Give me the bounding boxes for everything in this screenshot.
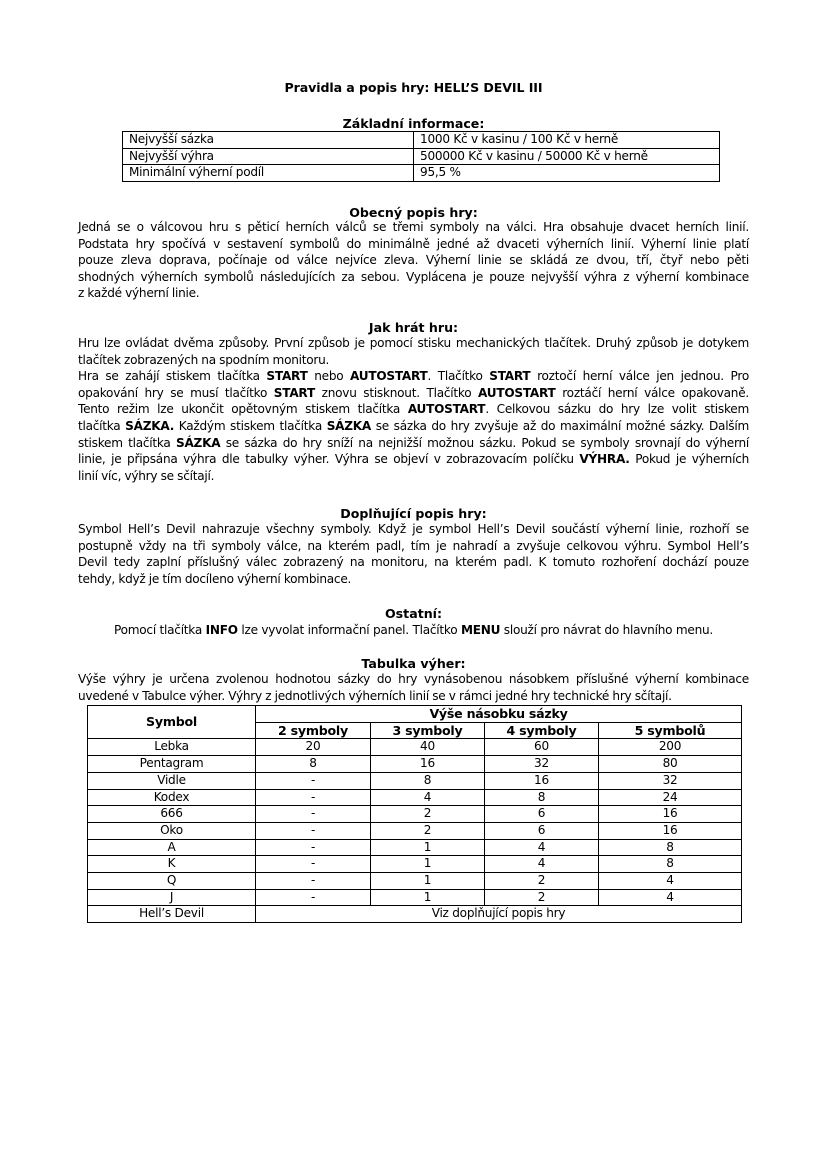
table-row: [123, 148, 720, 165]
symbol-cell: 666: [88, 806, 256, 823]
text: Pomocí tlačítka: [113, 623, 206, 637]
value-cell: 8: [256, 756, 371, 773]
text-line: pouze zleva doprava, počínaje od válce nejvíce zleva. Výherní linie se skládá ze dvou, tří, čtyř nebo pěti: [78, 253, 749, 268]
value-cell: -: [256, 856, 371, 873]
table-row: [88, 822, 742, 839]
text: Tento režim lze ukončit opětovným stiskem tlačítka: [78, 402, 408, 417]
text-line: [78, 451, 749, 468]
text-line: Podstata hry spočívá v sestavení symbolů do minimálně jedné až dvaceti výherních linií. Výherní linie platí: [78, 236, 749, 251]
supplementary-paragraph: [78, 521, 749, 587]
text-line: Jedná se o válcovou hru s pěticí herních válců se třemi symboly na válci. Hra obsahuje dvacet herních linií.: [78, 220, 749, 234]
table-row: [88, 873, 742, 890]
symbol-cell: Pentagram: [88, 756, 256, 773]
info-value: 95,5 %: [414, 165, 720, 182]
info-label: Nejvyšší sázka: [123, 132, 414, 149]
text-line: tehdy, když je tím docíleno výherní kombinace.: [78, 571, 352, 586]
value-cell: 60: [485, 739, 599, 756]
value-cell: -: [256, 772, 371, 789]
table-header-row: [88, 706, 742, 723]
general-heading: Obecný popis hry:: [349, 205, 478, 220]
keyword-autostart: AUTOSTART: [350, 369, 428, 384]
paytable-paragraph: [78, 671, 749, 704]
text-line: uvedené v Tabulce výher. Výhry z jednotlivých výherních linií se v rámci jedné hry technické hry sčítají.: [78, 688, 672, 703]
text-line: [78, 401, 749, 418]
value-cell: 8: [599, 839, 742, 856]
text-line: [78, 368, 749, 385]
keyword-autostart: AUTOSTART: [478, 385, 556, 400]
value-cell: -: [256, 789, 371, 806]
text-line: [78, 418, 749, 435]
text: Pokud je výherních: [629, 452, 750, 467]
table-row-wild: [88, 906, 742, 923]
value-cell: 2: [485, 873, 599, 890]
column-group-header: Výše násobku sázky: [256, 706, 742, 723]
basic-info-table: [122, 131, 720, 182]
wild-note-cell: Viz doplňující popis hry: [256, 906, 742, 923]
table-row: [88, 806, 742, 823]
text: roztáčí herní válce opakovaně.: [555, 385, 749, 400]
column-header: 3 symboly: [371, 722, 485, 739]
text: opakování hry se musí tlačítko: [78, 385, 274, 400]
how-to-play-paragraph: [78, 335, 749, 484]
value-cell: 8: [485, 789, 599, 806]
value-cell: 8: [599, 856, 742, 873]
keyword-menu: MENU: [460, 623, 501, 637]
keyword-start: START: [266, 369, 308, 384]
basic-info-heading: Základní informace:: [342, 116, 485, 131]
value-cell: 1: [371, 873, 485, 890]
text: se sázka do hry sníží na nejnižší možnou sázku. Pokud se symboly srovnají do výherní: [220, 435, 749, 450]
text-line: Devil tedy zaplní příslušný válec zobrazený na monitoru, na kterém padl. K tomuto rozhoření dochází pouze: [78, 555, 749, 570]
value-cell: 4: [599, 873, 742, 890]
document-title: Pravidla a popis hry: HELL’S DEVIL III: [284, 80, 543, 95]
table-row: [88, 839, 742, 856]
text: slouží pro návrat do hlavního menu.: [500, 623, 713, 637]
symbol-cell: Q: [88, 873, 256, 890]
text: . Tlačítko: [427, 369, 490, 384]
value-cell: 16: [599, 822, 742, 839]
value-cell: 16: [599, 806, 742, 823]
value-cell: 2: [371, 806, 485, 823]
value-cell: 200: [599, 739, 742, 756]
symbol-cell: Hell’s Devil: [88, 906, 256, 923]
keyword-sazka: SÁZKA: [326, 418, 372, 433]
value-cell: 4: [485, 839, 599, 856]
value-cell: 40: [371, 739, 485, 756]
value-cell: 8: [371, 772, 485, 789]
keyword-start: START: [489, 369, 531, 384]
value-cell: 20: [256, 739, 371, 756]
value-cell: 1: [371, 889, 485, 906]
text: roztočí herní válce jen jednou. Pro: [530, 369, 749, 384]
table-row: [88, 739, 742, 756]
value-cell: 16: [485, 772, 599, 789]
text-line: Symbol Hell’s Devil nahrazuje všechny symboly. Když je symbol Hell’s Devil součástí výherní linie, rozhoří se: [78, 522, 749, 536]
value-cell: -: [256, 873, 371, 890]
table-row: [88, 889, 742, 906]
symbol-cell: K: [88, 856, 256, 873]
text-line: shodných výherních symbolů následujících za sebou. Vyplácena je pouze nejvyšší výhra z výherní kombinace: [78, 269, 749, 284]
general-paragraph: [78, 219, 749, 302]
text-line: Hru lze ovládat dvěma způsoby. První způsob je pomocí stisku mechanických tlačítek. Druhý způsob je dotykem: [78, 336, 749, 350]
symbol-cell: A: [88, 839, 256, 856]
column-header: 4 symboly: [485, 722, 599, 739]
value-cell: 32: [485, 756, 599, 773]
info-value: 500000 Kč v kasinu / 50000 Kč v herně: [414, 148, 720, 165]
value-cell: 6: [485, 806, 599, 823]
column-header: 2 symboly: [256, 722, 371, 739]
info-label: Nejvyšší výhra: [123, 148, 414, 165]
value-cell: 2: [485, 889, 599, 906]
symbol-cell: Oko: [88, 822, 256, 839]
table-row: [88, 789, 742, 806]
table-row: [88, 756, 742, 773]
value-cell: 1: [371, 856, 485, 873]
value-cell: 2: [371, 822, 485, 839]
info-value: 1000 Kč v kasinu / 100 Kč v herně: [414, 132, 720, 149]
value-cell: 4: [371, 789, 485, 806]
paytable: [87, 705, 742, 923]
column-header: 5 symbolů: [599, 722, 742, 739]
table-row: [123, 132, 720, 149]
text-line: [78, 385, 749, 402]
table-row: [123, 165, 720, 182]
value-cell: -: [256, 806, 371, 823]
value-cell: 32: [599, 772, 742, 789]
keyword-sazka: SÁZKA: [175, 435, 221, 450]
symbol-cell: Vidle: [88, 772, 256, 789]
keyword-autostart: AUTOSTART: [407, 402, 486, 417]
other-text: [0, 623, 827, 637]
value-cell: -: [256, 822, 371, 839]
table-row: [88, 772, 742, 789]
value-cell: 16: [371, 756, 485, 773]
table-row: [88, 856, 742, 873]
text: stiskem tlačítka: [78, 435, 176, 450]
keyword-start: START: [273, 385, 315, 400]
value-cell: 4: [599, 889, 742, 906]
column-header-symbol: Symbol: [88, 706, 256, 739]
text-line: [78, 435, 749, 452]
text: . Celkovou sázku do hry lze volit stiskem: [485, 402, 749, 417]
symbol-cell: Lebka: [88, 739, 256, 756]
value-cell: 4: [485, 856, 599, 873]
keyword-info: INFO: [205, 623, 238, 637]
other-heading: Ostatní:: [384, 606, 443, 621]
text: tlačítka: [78, 418, 126, 433]
text-line: tlačítek zobrazených na spodním monitoru.: [78, 352, 330, 367]
value-cell: 1: [371, 839, 485, 856]
symbol-cell: Kodex: [88, 789, 256, 806]
keyword-vyhra: VÝHRA.: [579, 452, 630, 467]
text: nebo: [307, 369, 351, 384]
paytable-heading: Tabulka výher:: [361, 656, 466, 671]
supplementary-heading: Doplňující popis hry:: [340, 506, 487, 521]
value-cell: 6: [485, 822, 599, 839]
text: znovu stisknout. Tlačítko: [314, 385, 479, 400]
text-line: linií víc, výhry se sčítají.: [78, 468, 215, 483]
text-line: z každé výherní linie.: [78, 286, 200, 301]
text: Každým stiskem tlačítka: [174, 418, 327, 433]
value-cell: -: [256, 839, 371, 856]
text-line: Výše výhry je určena zvolenou hodnotou sázky do hry vynásobenou násobkem příslušné výherní kombinace: [78, 672, 749, 686]
text: linie, je připsána výhra dle tabulky výher. Výhra se objeví v zobrazovacím políčku: [78, 452, 580, 467]
info-label: Minimální výherní podíl: [123, 165, 414, 182]
symbol-cell: J: [88, 889, 256, 906]
keyword-sazka: SÁZKA.: [125, 418, 175, 433]
text: Hra se zahájí stiskem tlačítka: [78, 369, 267, 384]
value-cell: -: [256, 889, 371, 906]
text: se sázka do hry zvyšuje až do maximální možné sázky. Dalším: [371, 418, 749, 433]
text: lze vyvolat informační panel. Tlačítko: [237, 623, 461, 637]
text-line: postupně vždy na tři symboly válce, na kterém padl, tím je nahradí a zvyšuje celkovou výhru. Symbol Hell’s: [78, 538, 749, 553]
value-cell: 80: [599, 756, 742, 773]
how-to-play-heading: Jak hrát hru:: [368, 320, 459, 335]
value-cell: 24: [599, 789, 742, 806]
